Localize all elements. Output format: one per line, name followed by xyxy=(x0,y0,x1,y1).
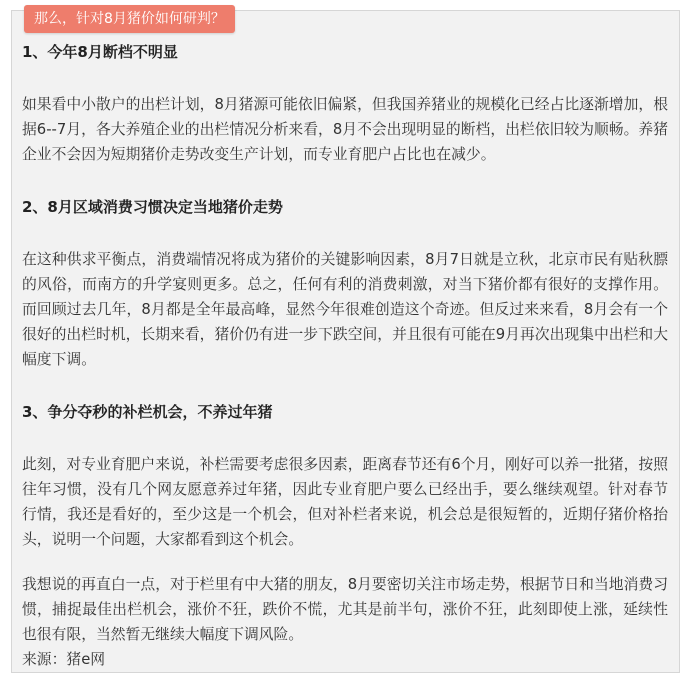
section-paragraph-3: 此刻，对专业育肥户来说，补栏需要考虑很多因素，距离春节还有6个月，刚好可以养一批猪，按照往年习惯，没有几个网友愿意养过年猪，因此专业育肥户要么已经出手，要么继续观望。针对春节行情，我还是看好的，至少这是一个机会，但对补栏者来说，机会总是很短暂的，近期仔猪价格抬头，说明一个问题，大家都看到这个机会。 xyxy=(22,456,668,548)
section-paragraph-1: 如果看中小散户的出栏计划，8月猪源可能依旧偏紧，但我国养猪业的规模化已经占比逐渐增加，根据6--7月，各大养殖企业的出栏情况分析来看，8月不会出现明显的断档，出栏依旧较为顺畅。养猪企业不会因为短期猪价走势改变生产计划，而专业育肥户占比也在减少。 xyxy=(22,96,668,163)
section-tag: 那么，针对8月猪价如何研判？ xyxy=(24,5,235,33)
section-heading-2: 2、8月区域消费习惯决定当地猪价走势 xyxy=(22,198,283,216)
section-paragraph-2: 在这种供求平衡点，消费端情况将成为猪价的关键影响因素，8月7日就是立秋，北京市民有贴秋膘的风俗，而南方的升学宴则更多。总之，任何有利的消费刺激，对当下猪价都有很好的支撑作用。而回顾过去几年，8月都是全年最高峰，显然今年很难创造这个奇迹。但反过来来看，8月会有一个很好的出栏时机，长期来看，猪价仍有进一步下跌空间，并且很有可能在9月再次出现集中出栏和大幅度下调。 xyxy=(22,251,668,368)
section-heading-1: 1、今年8月断档不明显 xyxy=(22,43,178,61)
source-credit: 来源：猪e网 xyxy=(22,651,106,668)
closing-paragraph: 我想说的再直白一点，对于栏里有中大猪的朋友，8月要密切关注市场走势，根据节日和当地消费习惯，捕捉最佳出栏机会，涨价不狂，跌价不慌，尤其是前半句，涨价不狂，此刻即使上涨，延续性也很有限，当然暂无继续大幅度下调风险。 xyxy=(22,576,668,643)
article-content xyxy=(22,37,668,672)
section-heading-3: 3、争分夺秒的补栏机会，不养过年猪 xyxy=(22,403,273,421)
